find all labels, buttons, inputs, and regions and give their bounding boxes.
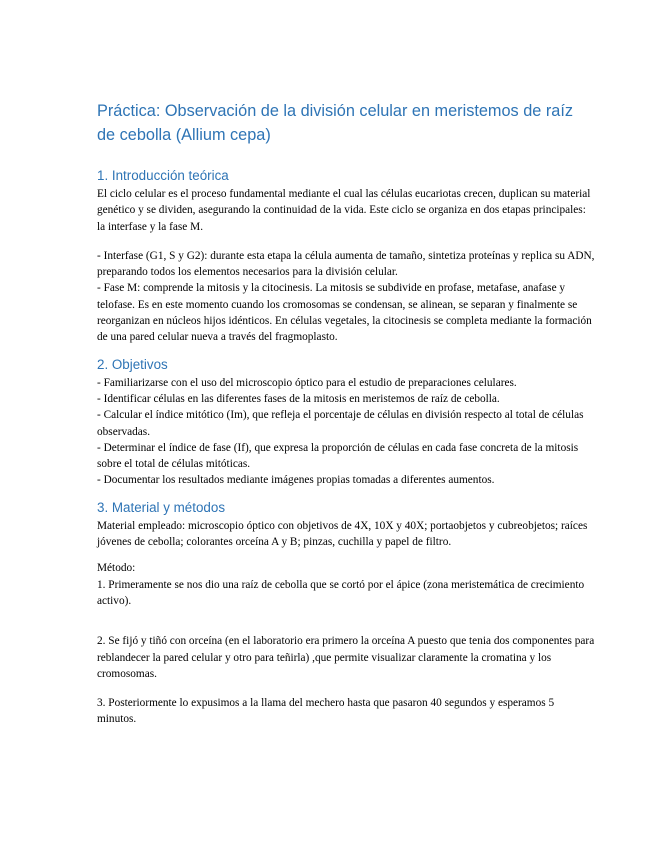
intro-phase-list — [97, 248, 595, 346]
section-heading-introduction: 1. Introducción teórica — [97, 168, 229, 183]
list-item: - Documentar los resultados mediante imágenes propias tomadas a diferentes aumentos. — [97, 474, 495, 487]
list-item-interfase: - Interfase (G1, S y G2): durante esta etapa la célula aumenta de tamaño, sintetiza proteínas y replica su ADN, preparando todos los elementos necesarios para la división celular. — [97, 249, 595, 279]
objectives-list — [97, 375, 595, 489]
document-title: Práctica: Observación de la división celular en meristemos de raíz de cebolla (Allium cepa) — [97, 102, 573, 144]
material-paragraph: Material empleado: microscopio óptico con objetivos de 4X, 10X y 40X; portaobjetos y cubreobjetos; raíces jóvenes de cebolla; colorantes orceína A y B; pinzas, cuchilla y papel de filtro. — [97, 519, 588, 549]
list-item: - Identificar células en las diferentes fases de la mitosis en meristemos de raíz de cebolla. — [97, 392, 500, 405]
list-item: - Familiarizarse con el uso del microscopio óptico para el estudio de preparaciones celulares. — [97, 376, 517, 389]
list-item-fase-m: - Fase M: comprende la mitosis y la citocinesis. La mitosis se subdivide en profase, metafase, anafase y telofase. Es en este momento cuando los cromosomas se condensan, se alinean, se separan y finalmente se reorganizan en núcleos hijos idénticos. En células vegetales, la citocinesis se completa mediante la formación de una pared celular nueva a través del fragmoplasto. — [97, 282, 592, 344]
method-step-3: 3. Posteriormente lo expusimos a la llama del mechero hasta que pasaron 40 segundos y esperamos 5 minutos. — [97, 697, 555, 726]
list-item: - Calcular el índice mitótico (Im), que refleja el porcentaje de células en división respecto al total de células observadas. — [97, 409, 584, 438]
intro-paragraph: El ciclo celular es el proceso fundamental mediante el cual las células eucariotas crecen, duplican su material genético y se dividen, asegurando la continuidad de la vida. Este ciclo se organiza en dos etapas principales: la interfase y la fase M. — [97, 188, 591, 233]
method-label: Método: — [97, 562, 136, 575]
section-body-introduction — [97, 186, 595, 346]
section-methods — [97, 499, 595, 728]
section-objectives — [97, 356, 595, 489]
method-step-2: 2. Se fijó y tiñó con orceína (en el laboratorio era primero la orceína A puesto que tenia dos componentes para reblandecer la pared celular y otro para teñirla) ,que permite visualizar claramente la cromatina y los cromosomas. — [97, 635, 595, 680]
list-item: - Determinar el índice de fase (If), que expresa la proporción de células en cada fase concreta de la mitosis sobre el total de células mitóticas. — [97, 441, 579, 471]
section-introduction — [97, 167, 595, 346]
section-body-methods — [97, 518, 595, 728]
section-heading-objectives: 2. Objetivos — [97, 356, 168, 372]
section-heading-methods: 3. Material y métodos — [97, 499, 226, 515]
method-step-1: 1. Primeramente se nos dio una raíz de cebolla que se cortó por el ápice (zona meristemática de crecimiento activo). — [97, 578, 585, 607]
